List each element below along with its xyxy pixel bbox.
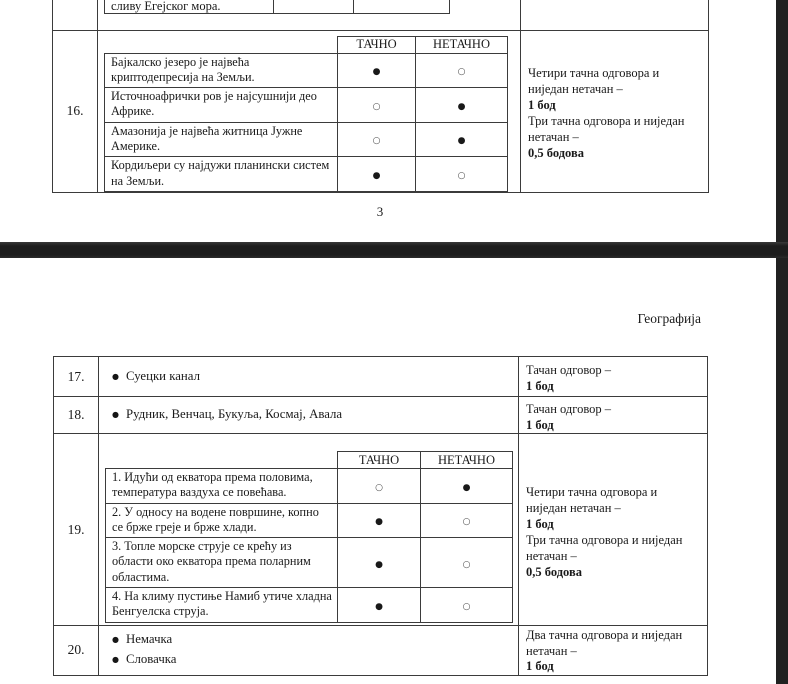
false-mark-cell — [421, 469, 513, 504]
statement-row — [105, 157, 508, 192]
question-number: 19. — [67, 521, 85, 537]
answer-key-table-page3 — [52, 0, 709, 193]
answer-text: Рудник, Венчац, Букуља, Космај, Авала — [125, 407, 343, 421]
header-blank-cell — [105, 36, 338, 53]
q15-inner-table-fragment — [104, 0, 450, 14]
scoring-cell — [521, 0, 709, 30]
question-content-cell — [99, 626, 519, 676]
question-number-cell — [53, 0, 98, 30]
answer-dot: ○ — [462, 517, 471, 528]
statement-row — [105, 88, 508, 123]
true-mark-cell — [338, 88, 416, 123]
question-number: 20. — [67, 642, 85, 658]
false-mark-cell — [421, 538, 513, 588]
answer-item — [99, 650, 518, 670]
answer-dot: ● — [372, 67, 381, 78]
question-number: 18. — [67, 407, 85, 422]
statement-text: Кордиљери су најдужи планински систем на Земљи. — [105, 157, 338, 192]
scoring-line: нетачан – — [528, 130, 579, 145]
q16-true-false-table — [104, 36, 508, 192]
true-mark-cell — [274, 0, 354, 13]
scoring-line: ниједан нетачан – — [526, 500, 621, 515]
true-mark-cell — [338, 588, 421, 623]
statement-row — [106, 538, 513, 588]
scoring-text — [521, 61, 708, 161]
answer-dot: ● — [457, 136, 466, 147]
answer-dot: ● — [375, 559, 383, 570]
page-number: 3 — [376, 204, 384, 219]
subject-heading: Географија — [637, 311, 701, 326]
bullet-icon: ● — [112, 655, 119, 665]
scoring-points: 0,5 бодова — [526, 564, 582, 579]
bullet-icon: ● — [112, 410, 119, 419]
answer-item — [99, 405, 518, 425]
question-19-row — [54, 434, 708, 626]
question-number: 16. — [66, 103, 84, 119]
statement-row — [106, 588, 513, 623]
statement-row — [106, 503, 513, 538]
header-row — [105, 36, 508, 53]
bullet-icon: ● — [112, 371, 119, 381]
true-mark-cell — [338, 157, 416, 192]
statement-row — [106, 469, 513, 504]
true-mark-cell — [338, 503, 421, 538]
question-15-row-fragment — [53, 0, 709, 30]
answer-text: Немачка — [125, 632, 173, 647]
statement-text: Амазонија је највећа житница Јужне Америке. — [105, 122, 338, 157]
answer-item — [99, 367, 518, 387]
answer-dot: ● — [372, 171, 381, 182]
question-content-cell — [99, 434, 519, 626]
scoring-line: ниједан нетачан – — [528, 82, 623, 97]
statement-text: 3. Топле морске струје се крећу из области око екватора према поларним областима. — [106, 538, 338, 588]
answer-dot: ● — [457, 101, 466, 112]
answer-dot: ○ — [372, 136, 381, 147]
question-number-cell — [54, 357, 99, 397]
scoring-text — [519, 626, 707, 675]
question-content-cell — [98, 0, 521, 30]
question-20-row — [54, 626, 708, 676]
column-header-true: ТАЧНО — [338, 36, 416, 53]
statement-row — [105, 53, 508, 88]
false-mark-cell — [416, 122, 508, 157]
header-blank-cell — [106, 452, 338, 469]
scoring-text — [519, 398, 707, 433]
scoring-points: 1 бод — [528, 98, 556, 113]
header-row — [106, 452, 513, 469]
statement-text: 2. У односу на водене површине, копно се брже греје и брже хлади. — [106, 503, 338, 538]
scoring-cell — [519, 397, 708, 434]
question-content-cell — [99, 397, 519, 434]
answer-dot: ● — [375, 517, 383, 528]
statement-text-fragment: сливу Егејског мора. — [105, 0, 274, 13]
true-mark-cell — [338, 122, 416, 157]
answer-text: Суецки канал — [125, 368, 200, 383]
question-number-cell — [54, 397, 99, 434]
scoring-cell — [519, 434, 708, 626]
scoring-line: Тачан одговор – — [526, 401, 612, 416]
scoring-line: нетачан – — [526, 548, 577, 563]
true-mark-cell — [338, 53, 416, 88]
scoring-line: нетачан – — [526, 643, 577, 658]
scoring-line: Три тачна одговора и ниједан — [526, 532, 683, 547]
true-mark-cell — [338, 469, 421, 504]
answer-item — [99, 630, 518, 650]
question-18-row — [54, 397, 708, 434]
pdf-page-3 — [0, 0, 776, 242]
bullet-icon: ● — [112, 635, 119, 645]
scoring-points: 1 бод — [526, 379, 554, 393]
scoring-points: 1 бод — [526, 659, 554, 673]
false-mark-cell — [421, 588, 513, 623]
question-content-cell — [99, 357, 519, 397]
answer-dot: ○ — [372, 101, 381, 112]
question-17-row — [54, 357, 708, 397]
column-header-false: НЕТАЧНО — [421, 452, 513, 469]
statement-text: Бајкалско језеро је највећа криптодепресија на Земљи. — [105, 53, 338, 88]
statement-text: Источноафрички ров је најсушнији део Африке. — [105, 88, 338, 123]
pdf-page-4 — [0, 258, 776, 684]
answer-dot: ● — [462, 482, 471, 493]
scoring-cell — [519, 357, 708, 397]
column-header-false: НЕТАЧНО — [416, 36, 508, 53]
true-mark-cell — [338, 538, 421, 588]
scoring-line: Четири тачна одговора и — [526, 484, 658, 499]
answer-key-table-page4 — [53, 356, 708, 676]
false-mark-cell — [354, 0, 449, 13]
answer-dot: ○ — [462, 601, 471, 612]
question-16-row — [53, 30, 709, 192]
question-number-cell — [54, 626, 99, 676]
scoring-cell — [519, 626, 708, 676]
scoring-line: Два тачна одговора и ниједан — [526, 628, 683, 642]
scoring-line: Тачан одговор – — [526, 363, 612, 377]
q19-true-false-table — [105, 451, 513, 623]
statement-row — [105, 122, 508, 157]
false-mark-cell — [416, 53, 508, 88]
question-content-cell — [98, 30, 521, 192]
answer-dot: ○ — [375, 482, 383, 493]
viewer-background-strip — [776, 0, 788, 684]
question-number: 17. — [67, 368, 85, 384]
answer-dot: ○ — [457, 67, 466, 78]
scoring-points: 1 бод — [526, 417, 554, 432]
false-mark-cell — [421, 503, 513, 538]
false-mark-cell — [416, 157, 508, 192]
scoring-line: Три тачна одговора и ниједан — [528, 114, 685, 129]
scoring-line: Четири тачна одговора и — [528, 66, 660, 81]
answer-text: Словачка — [125, 652, 177, 667]
answer-dot: ○ — [462, 559, 471, 570]
statement-text: 1. Идући од екватора према половима, температура ваздуха се повећава. — [106, 469, 338, 504]
column-header-true: ТАЧНО — [338, 452, 421, 469]
scoring-points: 1 бод — [526, 516, 554, 531]
question-number-cell — [53, 30, 98, 192]
scoring-cell — [521, 30, 709, 192]
page-separator-gap — [0, 242, 788, 258]
answer-dot: ○ — [457, 171, 466, 182]
scoring-text — [519, 480, 707, 580]
question-number-cell — [54, 434, 99, 626]
false-mark-cell — [416, 88, 508, 123]
scoring-points: 0,5 бодова — [528, 146, 584, 161]
statement-text: 4. На климу пустиње Намиб утиче хладна Бенгуелска струја. — [106, 588, 338, 623]
scoring-text — [519, 359, 707, 394]
answer-dot: ● — [375, 601, 383, 612]
